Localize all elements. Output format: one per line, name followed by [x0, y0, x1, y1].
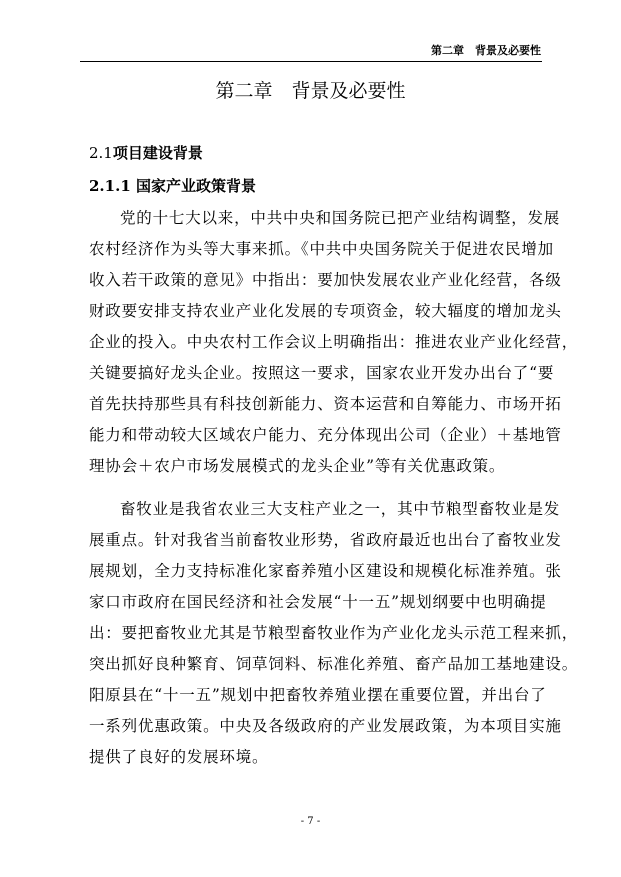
paragraph-line: 出：要把畜牧业尤其是节粮型畜牧业作为产业化龙头示范工程来抓，: [89, 624, 579, 642]
paragraph-line: 畜牧业是我省农业三大支柱产业之一，其中节粮型畜牧业是发: [120, 500, 561, 518]
paragraph-line: 企业的投入。中央农村工作会议上明确指出：推进农业产业化经营，: [89, 333, 579, 351]
paragraph-line: 突出抓好良种繁育、饲草饲料、标准化养殖、畜产品加工基地建设。: [89, 655, 579, 673]
paragraph-line: 首先扶持那些具有科技创新能力、资本运营和自筹能力、市场开拓: [89, 395, 562, 413]
page-number: - 7 -: [300, 816, 321, 827]
paragraph-line: 阳原县在“十一五”规划中把畜牧养殖业摆在重要位置，并出台了: [89, 686, 547, 704]
running-header: 第二章 背景及必要性: [431, 44, 541, 57]
paragraph-line: 一系列优惠政策。中央及各级政府的产业发展政策，为本项目实施: [89, 717, 562, 735]
paragraph-line: 财政要安排支持农业产业化发展的专项资金，较大辐度的增加龙头: [89, 302, 562, 320]
paragraph-line: 家口市政府在国民经济和社会发展“十一五”规划纲要中也明确提: [89, 593, 547, 611]
subsection-heading: [89, 175, 256, 197]
paragraph-line: 农村经济作为头等大事来抓。《中共中央国务院关于促进农民增加: [89, 240, 554, 258]
paragraph-line: 展重点。针对我省当前畜牧业形势，省政府最近也出台了畜牧业发: [89, 531, 562, 549]
section-number: 2.1: [89, 144, 113, 162]
paragraph-1: [89, 203, 579, 482]
paragraph-line: 理协会＋农户市场发展模式的龙头企业”等有关优惠政策。: [89, 457, 506, 475]
paragraph-line: 党的十七大以来，中共中央和国务院已把产业结构调整，发展: [120, 209, 561, 227]
subsection-number: 2.1.1: [89, 177, 131, 195]
paragraph-line: 能力和带动较大区域农户能力、充分体现出公司（企业）＋基地管: [89, 426, 562, 444]
section-title: 项目建设背景: [112, 144, 203, 162]
paragraph-line: 收入若干政策的意见》中指出：要加快发展农业产业化经营，各级: [89, 271, 562, 289]
paragraph-line: 展规划，全力支持标准化家畜养殖小区建设和规模化标准养殖。张: [89, 562, 562, 580]
section-heading: [89, 142, 203, 164]
subsection-title: 国家产业政策背景: [136, 177, 257, 195]
paragraph-line: 提供了良好的发展环境。: [89, 748, 269, 766]
chapter-title: 第二章 背景及必要性: [215, 80, 406, 102]
paragraph-2: [89, 494, 579, 773]
paragraph-line: 关键要搞好龙头企业。按照这一要求，国家农业开发办出台了“要: [89, 364, 555, 382]
header-rule: [80, 61, 542, 62]
